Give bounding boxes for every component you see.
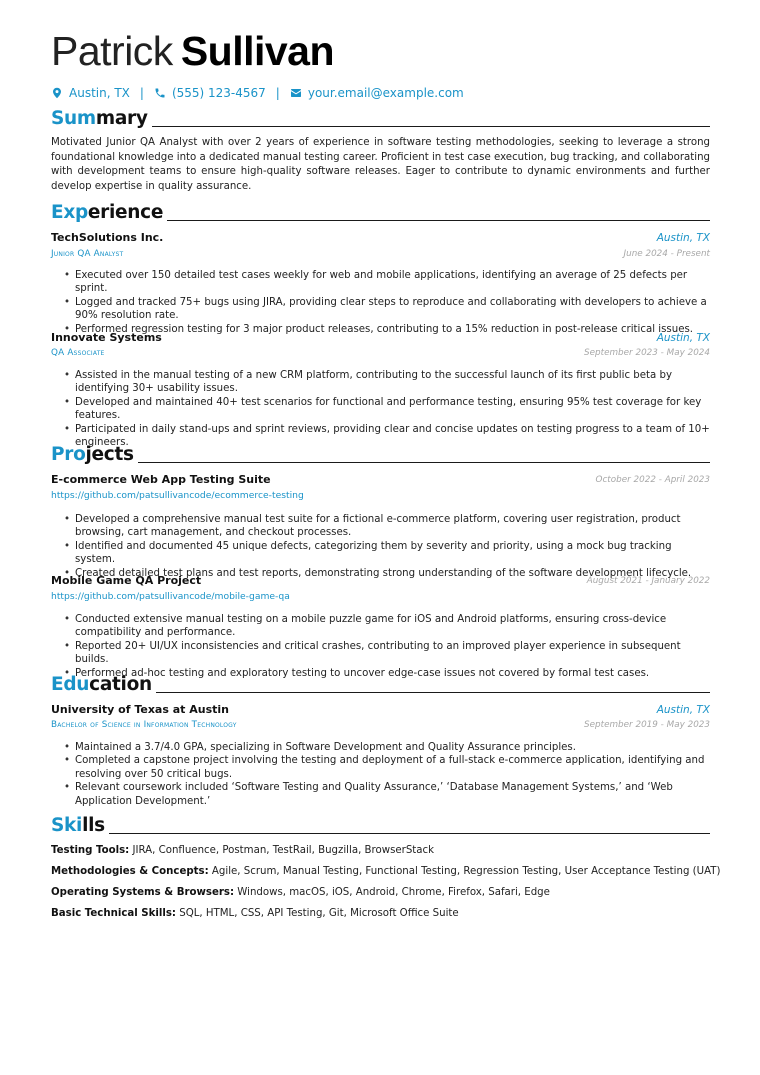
job-dates: September 2023 - May 2024	[584, 348, 710, 358]
section-rule	[152, 126, 710, 127]
project-name: Mobile Game QA Project	[51, 574, 202, 587]
school-location: Austin, TX	[656, 704, 710, 716]
section-title: Experience	[51, 202, 164, 223]
skill-value: Agile, Scrum, Manual Testing, Functional Testing, Regression Testing, User Acceptance Testing (UAT)	[211, 866, 721, 877]
list-item: • Conducted extensive manual testing on a mobile puzzle game for iOS and Android platforms, ensuring cross-device compatibility and performance.	[64, 613, 710, 640]
section-title: Skills	[51, 815, 105, 836]
job-company: TechSolutions Inc.	[51, 231, 164, 244]
contact-phone[interactable]	[154, 85, 266, 101]
project-bullets	[64, 613, 710, 680]
skill-value: SQL, HTML, CSS, API Testing, Git, Microsoft Office Suite	[179, 908, 459, 919]
list-item: • Reported 20+ UI/UX inconsistencies and critical crashes, contributing to an improved player experience in subsequent builds.	[64, 640, 710, 667]
list-item: • Logged and tracked 75+ bugs using JIRA, providing clear steps to reproduce and collaborating with developers to achieve a 90% resolution rate.	[64, 296, 710, 323]
last-name: Sullivan	[180, 28, 335, 74]
job-bullets	[64, 269, 710, 336]
job-role: Junior QA Analyst	[51, 249, 124, 259]
job-company: Innovate Systems	[51, 331, 162, 344]
list-item: • Developed and maintained 40+ test scenarios for functional and performance testing, ensuring 95% test coverage for key features.	[64, 396, 710, 423]
contact-email[interactable]	[290, 85, 464, 101]
projects-heading	[51, 444, 710, 466]
skill-label: Operating Systems & Browsers:	[51, 887, 235, 898]
skill-label: Basic Technical Skills:	[51, 908, 176, 919]
contact-separator: |	[275, 86, 280, 100]
list-item: • Executed over 150 detailed test cases weekly for web and mobile applications, identifying an average of 25 defects per sprint.	[64, 269, 710, 296]
list-item: • Relevant coursework included ‘Software Testing and Quality Assurance,’ ‘Database Management Systems,’ and ‘Web Application Development.’	[64, 781, 710, 808]
project-link[interactable]: https://github.com/patsullivancode/mobile-game-qa	[51, 591, 290, 602]
list-item: • Participated in daily stand-ups and sprint reviews, providing clear and concise updates on testing progress to a team of 10+ engineers.	[64, 423, 710, 450]
skill-label: Testing Tools:	[51, 845, 130, 856]
phone-icon	[154, 87, 166, 99]
list-item: • Completed a capstone project involving the testing and deployment of a full-stack e-commerce application, identifying and resolving over 50 critical bugs.	[64, 754, 710, 781]
phone-text: (555) 123-4567	[171, 86, 266, 100]
skills-heading	[51, 815, 710, 837]
section-rule	[156, 692, 710, 693]
list-item: • Developed a comprehensive manual test suite for a fictional e-commerce platform, covering user registration, product browsing, cart management, and checkout processes.	[64, 513, 710, 540]
section-title: Education	[51, 674, 152, 695]
map-pin-icon	[51, 87, 63, 99]
contact-bar	[51, 85, 464, 101]
first-name: Patrick	[51, 28, 173, 74]
contact-location	[51, 85, 130, 101]
list-item: • Maintained a 3.7/4.0 GPA, specializing in Software Development and Quality Assurance principles.	[64, 741, 710, 754]
skill-row	[51, 865, 720, 879]
section-rule	[138, 462, 710, 463]
project-bullets	[64, 513, 710, 580]
section-rule	[167, 220, 710, 221]
project-link[interactable]: https://github.com/patsullivancode/ecommerce-testing	[51, 490, 304, 501]
envelope-icon	[290, 87, 302, 99]
experience-heading	[51, 202, 710, 224]
job-dates: June 2024 - Present	[623, 249, 710, 259]
summary-text: Motivated Junior QA Analyst with over 2 years of experience in software testing methodologies, seeking to leverage a strong foundational knowledge into a dedicated manual testing career. Proficient in test case execution, bug tracking, and collaborating with development teams to ensure high-quality software releases. Eager to contribute to dynamic environments and further develop expertise in quality assurance.	[51, 137, 710, 192]
education-heading	[51, 674, 710, 696]
candidate-name	[51, 29, 334, 73]
section-title: Projects	[51, 444, 134, 465]
project-name: E-commerce Web App Testing Suite	[51, 473, 271, 486]
list-item: • Created detailed test plans and test reports, demonstrating strong understanding of the software development lifecycle.	[64, 567, 710, 580]
section-title: Summary	[51, 108, 148, 129]
skill-value: JIRA, Confluence, Postman, TestRail, Bugzilla, BrowserStack	[132, 845, 435, 856]
job-location: Austin, TX	[656, 232, 710, 244]
skill-row	[51, 886, 550, 900]
project-dates: August 2021 - January 2022	[586, 576, 710, 586]
job-location: Austin, TX	[656, 332, 710, 344]
list-item: • Performed regression testing for 3 major product releases, contributing to a 15% reduction in post-release critical issues.	[64, 323, 710, 336]
summary-heading	[51, 108, 710, 130]
skill-label: Methodologies & Concepts:	[51, 866, 209, 877]
skill-row	[51, 844, 434, 858]
education-bullets	[64, 741, 710, 808]
skill-value: Windows, macOS, iOS, Android, Chrome, Firefox, Safari, Edge	[237, 887, 550, 898]
contact-separator: |	[139, 86, 144, 100]
email-text: your.email@example.com	[307, 86, 464, 100]
degree-name: Bachelor of Science in Information Technology	[51, 720, 237, 730]
list-item: • Performed ad-hoc testing and exploratory testing to uncover edge-case issues not covered by formal test cases.	[64, 667, 710, 680]
list-item: • Assisted in the manual testing of a new CRM platform, contributing to the successful launch of its first public beta by identifying 30+ usability issues.	[64, 369, 710, 396]
skill-row	[51, 907, 459, 921]
list-item: • Identified and documented 45 unique defects, categorizing them by severity and priority, using a mock bug tracking system.	[64, 540, 710, 567]
location-text: Austin, TX	[69, 86, 130, 100]
section-rule	[109, 833, 710, 834]
project-dates: October 2022 - April 2023	[595, 475, 710, 485]
job-bullets	[64, 369, 710, 449]
school-name: University of Texas at Austin	[51, 703, 229, 716]
education-dates: September 2019 - May 2023	[584, 720, 710, 730]
job-role: QA Associate	[51, 348, 105, 358]
